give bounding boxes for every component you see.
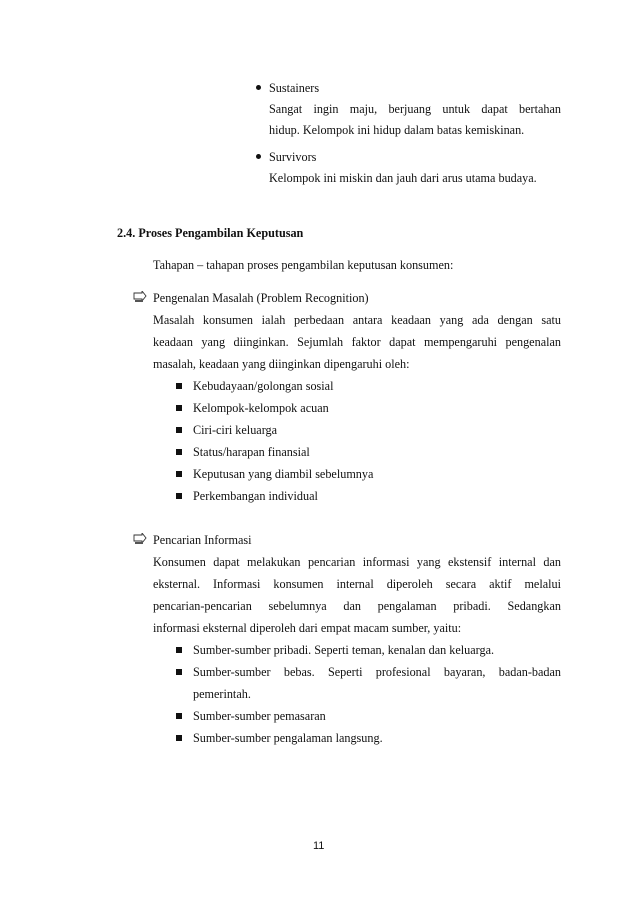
list-item: Sumber-sumber bebas. Seperti profesional bayaran, badan-badan — [193, 665, 561, 679]
page-number: 11 — [313, 840, 325, 852]
paragraph-line: Masalah konsumen ialah perbedaan antara keadaan yang ada dengan satu — [153, 313, 561, 327]
paragraph-line: keadaan yang diinginkan. Sejumlah faktor dapat mempengaruhi pengenalan — [153, 335, 561, 349]
section-intro: Tahapan – tahapan proses pengambilan keputusan konsumen: — [153, 258, 454, 272]
stage-title: Pencarian Informasi — [153, 533, 252, 547]
list-item: Ciri-ciri keluarga — [193, 423, 278, 437]
square-bullet-icon — [176, 427, 182, 433]
list-item-text: hidup. Kelompok ini hidup dalam batas kemiskinan. — [269, 123, 525, 137]
paragraph-line: Konsumen dapat melakukan pencarian informasi yang ekstensif internal dan — [153, 555, 561, 569]
square-bullet-icon — [176, 669, 182, 675]
list-item-text: Kelompok ini miskin dan jauh dari arus utama budaya. — [269, 171, 537, 185]
arrow-bullet-icon — [133, 291, 147, 303]
list-item: Sumber-sumber pribadi. Seperti teman, kenalan dan keluarga. — [193, 643, 495, 657]
paragraph-line: pencarian-pencarian sebelumnya dan pengalaman pribadi. Sedangkan — [153, 599, 561, 613]
square-bullet-icon — [176, 647, 182, 653]
list-item: Sumber-sumber pengalaman langsung. — [193, 731, 383, 745]
square-bullet-icon — [176, 735, 182, 741]
paragraph-line: eksternal. Informasi konsumen internal diperoleh secara aktif melalui — [153, 577, 561, 591]
square-bullet-icon — [176, 471, 182, 477]
stage-title: Pengenalan Masalah (Problem Recognition) — [153, 291, 369, 305]
square-bullet-icon — [176, 405, 182, 411]
square-bullet-icon — [176, 383, 182, 389]
list-item: Status/harapan finansial — [193, 445, 310, 459]
arrow-bullet-icon — [133, 533, 147, 545]
bullet-icon — [256, 85, 261, 90]
list-item: Kelompok-kelompok acuan — [193, 401, 329, 415]
square-bullet-icon — [176, 449, 182, 455]
list-item-title: Sustainers — [269, 81, 320, 95]
section-heading: 2.4. Proses Pengambilan Keputusan — [117, 226, 304, 240]
list-item-text: Sangat ingin maju, berjuang untuk dapat bertahan — [269, 102, 561, 116]
list-item: Perkembangan individual — [193, 489, 318, 503]
paragraph-line: informasi eksternal diperoleh dari empat macam sumber, yaitu: — [153, 621, 462, 635]
list-item-title: Survivors — [269, 150, 317, 164]
list-item: Kebudayaan/golongan sosial — [193, 379, 334, 393]
list-item: pemerintah. — [193, 687, 251, 701]
square-bullet-icon — [176, 713, 182, 719]
square-bullet-icon — [176, 493, 182, 499]
paragraph-line: masalah, keadaan yang diinginkan dipengaruhi oleh: — [153, 357, 410, 371]
list-item: Sumber-sumber pemasaran — [193, 709, 326, 723]
list-item: Keputusan yang diambil sebelumnya — [193, 467, 374, 481]
bullet-icon — [256, 154, 261, 159]
